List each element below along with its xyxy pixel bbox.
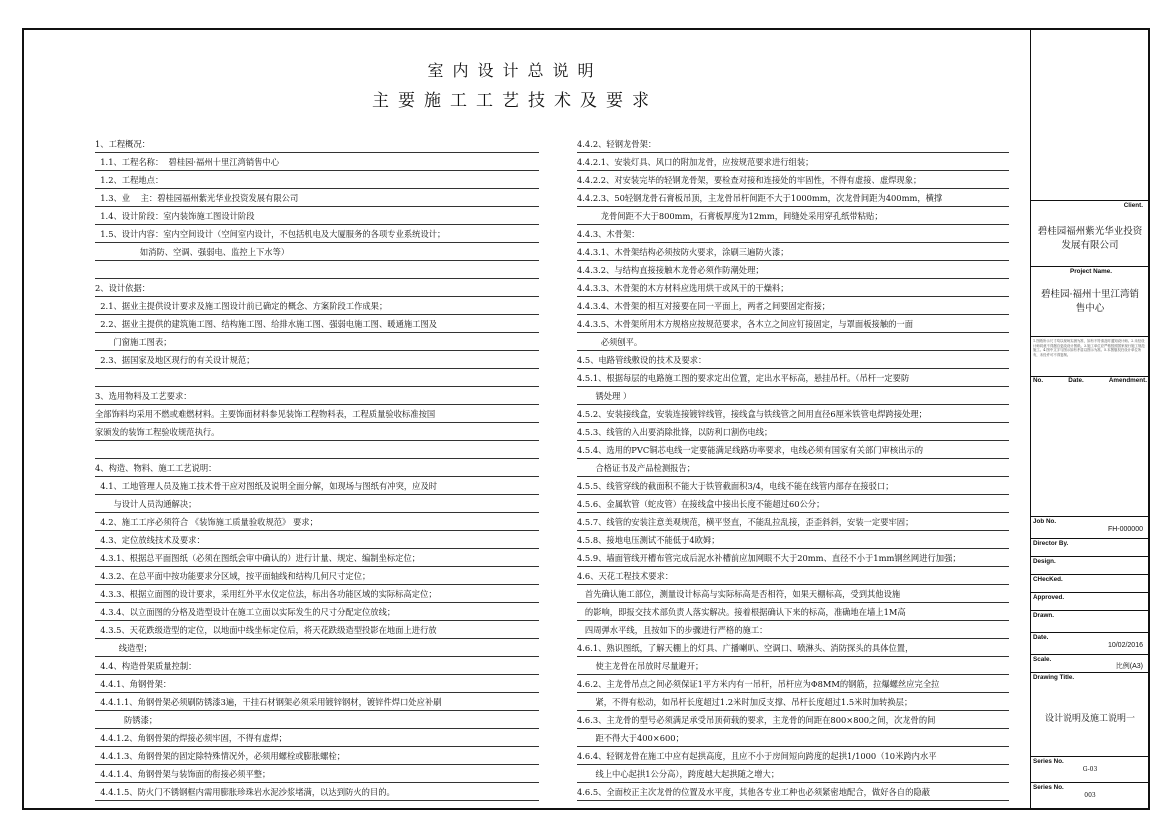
spec-line: 4.4.3.3、木骨架的木方材料应选用烘干或风干的干燥料；	[577, 279, 1009, 297]
spec-line: 2.2、据业主提供的建筑施工图、结构施工图、给排水施工图、强弱电施工图、暖通施工图及	[95, 315, 539, 333]
spec-line: 4.3.1、根据总平面图纸（必须在图纸会审中确认的）进行计量、规定、编制坐标定位；	[95, 549, 539, 567]
blank-box	[1031, 30, 1149, 200]
spec-line: 距不得大于400×600；	[577, 729, 1009, 747]
spec-line: 4.4.1.1、角钢骨架必须刷防锈漆3遍，干挂石材钢架必须采用镀锌钢材，镀锌件焊口处应补刷	[95, 693, 539, 711]
spec-line: 4.4.1.2、角钢骨架的焊接必须牢固，不得有虚焊；	[95, 729, 539, 747]
spec-line: 4.5、电路管线敷设的技术及要求：	[577, 351, 1009, 369]
spec-line: 1.5、设计内容：室内空间设计（空间室内设计，不包括机电及大厦服务的各项专业系统设计；	[95, 225, 539, 243]
series-value-1: G-03	[1082, 766, 1098, 773]
spec-line: 4.5.1、根据每层的电路施工图的要求定出位置，定出水平标高，悬挂吊杆。（吊杆一定要防	[577, 369, 1009, 387]
spec-line: 4.4.3.4、木骨架的相互对接要在同一平面上，两者之间要固定衔接；	[577, 297, 1009, 315]
scale-value: 比例(A3)	[1115, 663, 1143, 670]
spec-line: 全部饰料均采用不燃或难燃材料。主要饰面材料参见装饰工程物料表，工程质量验收标准按国	[95, 405, 539, 423]
spec-line: 4.6.1、熟识图纸，了解天棚上的灯具、广播喇叭、空调口、喷淋头、消防探头的具体位置，	[577, 639, 1009, 657]
date-box	[1031, 632, 1149, 654]
series-label-2: Series No.	[1033, 784, 1064, 791]
project-box	[1031, 266, 1149, 336]
approved-box	[1031, 592, 1149, 610]
scale-box	[1031, 654, 1149, 672]
date-label: Date.	[1033, 634, 1049, 641]
project-name: 碧桂园·福州十里江湾销售中心	[1040, 289, 1140, 314]
spec-line: 4、构造、物料、施工工艺说明：	[95, 459, 539, 477]
spec-line: 4.4.1、角钢骨架：	[95, 675, 539, 693]
drawn-label: Drawn.	[1033, 612, 1054, 619]
spec-line: 4.6、天花工程技术要求：	[577, 567, 1009, 585]
page-title: 室内设计总说明	[427, 61, 603, 80]
spec-line: 4.3.4、以立面图的分格及造型设计在施工立面以实际发生的尺寸分配定位放线；	[95, 603, 539, 621]
spec-line: 2、设计依据：	[95, 279, 539, 297]
spec-line: 4.2、施工工序必须符合 《装饰施工质量验收规范》 要求；	[95, 513, 539, 531]
notes-box	[1031, 336, 1149, 376]
amend-no-label: No.	[1033, 377, 1044, 384]
spec-line: 4.6.4、轻钢龙骨在施工中应有起拱高度，且应不小于房间短向跨度的起拱1/1000（10米跨内水平	[577, 747, 1009, 765]
series-value-2: 003	[1084, 792, 1096, 799]
design-box	[1031, 556, 1149, 574]
amend-date-label: Date.	[1068, 377, 1084, 384]
notes-text: 1.图纸所示尺寸均以现场实测为准，如有不符请及时通知设计师。2.未经设计师同意不得擅自更改设计图纸。3.施工单位应严格按照国家现行施工规范施工。4.图中文字与图示如有矛盾以图示为准。5.本图版权归设计单位所有，未经许可不得复制。	[1033, 339, 1145, 357]
spec-line: 4.6.5、全面校正主次龙骨的位置及水平度，其他各专业工种也必须紧密地配合，做好各自的隐蔽	[577, 783, 1009, 801]
project-label: Project Name.	[1070, 268, 1112, 275]
job-number: FH-000000	[1107, 526, 1143, 533]
approved-label: Approved.	[1033, 594, 1065, 601]
spec-line: 4.6.2、主龙骨吊点之间必须保证1平方米内有一吊杆，吊杆应为Φ8MM的钢筋，拉爆螺丝应完全拉	[577, 675, 1009, 693]
spec-line: 4.4.1.5、防火门不锈钢框内需用膨胀珍珠岩水泥沙浆堵满，以达到防火的目的。	[95, 783, 539, 801]
spec-line: 1.4、设计阶段：室内装饰施工图设计阶段	[95, 207, 539, 225]
spec-line: 3、选用物料及工艺要求：	[95, 387, 539, 405]
spec-line: 2.1、据业主提供设计要求及施工图设计前已确定的概念、方案阶段工作成果；	[95, 297, 539, 315]
spec-line: 4.4.3.1、木骨架结构必须按防火要求，涂刷三遍防火漆；	[577, 243, 1009, 261]
spec-line: 4.3、定位放线技术及要求：	[95, 531, 539, 549]
series-label-1: Series No.	[1033, 758, 1064, 765]
spec-line: 与设计人员沟通解决；	[95, 495, 539, 513]
title-block	[1030, 30, 1149, 808]
scale-label: Scale.	[1033, 656, 1052, 663]
spec-line: 锈处理 ）	[577, 387, 1009, 405]
spec-line: 4.5.7、线管的安装注意美观规范，横平竖直，不能乱拉乱接，歪歪斜斜，安装一定要牢固；	[577, 513, 1009, 531]
job-box	[1031, 516, 1149, 538]
spec-line: 龙骨间距不大于800mm，石膏板厚度为12mm，间缝处采用穿孔纸带粘贴；	[577, 207, 1009, 225]
series-box-1	[1031, 756, 1149, 782]
director-box	[1031, 538, 1149, 556]
spec-line: 4.6.3、主龙骨的型号必须满足承受吊顶荷载的要求，主龙骨的间距在800×800之间，次龙骨的间	[577, 711, 1009, 729]
spec-line: 2.3、据国家及地区现行的有关设计规范；	[95, 351, 539, 369]
page-subtitle: 主要施工工艺技术及要求	[372, 91, 658, 111]
spec-line: 4.4.2.3、50轻钢龙骨石膏板吊顶，主龙骨吊杆间距不大于1000mm，次龙骨间距为400mm，横撑	[577, 189, 1009, 207]
spec-line: 4.3.3、根据立面图的设计要求，采用红外平水仪定位法，标出各功能区域的实际标高定位；	[95, 585, 539, 603]
amendment-box	[1031, 376, 1149, 506]
spec-line: 紧，不得有松动，如吊杆长度超过1.2米时加反支撑、吊杆长度超过1.5米时加转换层；	[577, 693, 1009, 711]
spec-line: 线造型；	[95, 639, 539, 657]
client-label: Client.	[1123, 202, 1143, 209]
spec-line: 4.4、构造骨架质量控制：	[95, 657, 539, 675]
spec-line: 4.4.3.5、木骨架所用木方规格应按规范要求，各木立之间应钉接固定，与罩面板接触的一面	[577, 315, 1009, 333]
spec-line	[95, 369, 539, 387]
spec-line: 防锈漆；	[95, 711, 539, 729]
job-label: Job No.	[1033, 518, 1057, 525]
spec-line: 4.5.3、线管的入出要消除批锋，以防利口割伤电线；	[577, 423, 1009, 441]
spec-line: 如消防、空调、强弱电、监控上下水等）	[95, 243, 539, 261]
spec-line	[95, 441, 539, 459]
spec-line	[95, 261, 539, 279]
spec-line: 四周弹水平线，且按如下的步骤进行严格的施工：	[577, 621, 1009, 639]
drawn-box	[1031, 610, 1149, 632]
spec-line: 1.1、工程名称： 碧桂园·福州十里江湾销售中心	[95, 153, 539, 171]
spec-line: 4.4.3、木骨架：	[577, 225, 1009, 243]
spec-line: 家颁发的装饰工程验收规范执行。	[95, 423, 539, 441]
spec-line: 4.1、工地管理人员及施工技术骨干应对图纸及说明全面分解，如现场与图纸有冲突，应及时	[95, 477, 539, 495]
spec-line: 4.4.1.4、角钢骨架与装饰面的衔接必须平整；	[95, 765, 539, 783]
spec-line: 4.5.6、金属软管（蛇皮管）在接线盒中接出长度不能超过60公分；	[577, 495, 1009, 513]
spec-line: 门窗施工图表；	[95, 333, 539, 351]
left-spec-column	[95, 135, 539, 801]
amendment-header	[1031, 377, 1149, 384]
client-name: 碧桂园福州紫光华业投资发展有限公司	[1037, 226, 1143, 251]
spec-line: 4.5.4、选用的PVC铜芯电线一定要能满足线路功率要求，电线必须有国家有关部门审核出示的	[577, 441, 1009, 459]
spec-line: 4.4.2.1、安装灯具、风口的附加龙骨，应按规范要求进行组装；	[577, 153, 1009, 171]
spec-line: 4.5.5、线管穿线的截面积不能大于铁管截面积3/4，电线不能在线管内部存在接驳口；	[577, 477, 1009, 495]
spec-line: 1、工程概况：	[95, 135, 539, 153]
director-label: Director By.	[1033, 540, 1069, 547]
spec-line: 合格证书及产品检测报告；	[577, 459, 1009, 477]
drawing-title: 设计说明及施工说明一	[1044, 714, 1135, 724]
spec-line: 4.4.1.3、角钢骨架的固定除特殊情况外，必须用螺栓或膨胀螺栓；	[95, 747, 539, 765]
spec-line: 线上中心起拱1公分高），跨度越大起拱随之增大；	[577, 765, 1009, 783]
spec-line: 4.4.2.2、对安装完毕的轻钢龙骨架，要检查对接和连接处的牢固性，不得有虚接、虚焊现象；	[577, 171, 1009, 189]
spec-line: 4.5.8、接地电压测试不能低于4欧姆；	[577, 531, 1009, 549]
spec-line: 4.4.3.2、与结构直接接触木龙骨必须作防潮处理；	[577, 261, 1009, 279]
spec-line: 4.3.5、天花跌级造型的定位，以地面中线坐标定位后，将天花跌级造型投影在地面上进行放	[95, 621, 539, 639]
right-spec-column	[577, 135, 1009, 801]
drawing-title-box	[1031, 672, 1149, 756]
series-box-2	[1031, 782, 1149, 808]
spec-line: 4.5.9、墙面管线开槽布管完成后泥水补槽前应加网眼不大于20mm、直径不小于1mm钢丝网进行加强；	[577, 549, 1009, 567]
spec-line: 的影响，即报交技术部负责人落实解决。接着根据确认下来的标高，准确地在墙上1M高	[577, 603, 1009, 621]
design-label: Design.	[1033, 558, 1056, 565]
spec-line: 4.4.2、轻钢龙骨架：	[577, 135, 1009, 153]
spec-line: 1.2、工程地点：	[95, 171, 539, 189]
drawing-title-label: Drawing Title.	[1033, 674, 1075, 681]
checked-label: CHecKed.	[1033, 576, 1063, 583]
spec-line: 1.3、业 主：碧桂园福州紫光华业投资发展有限公司	[95, 189, 539, 207]
spec-line: 4.3.2、在总平面中按功能要求分区域，按平面轴线和结构几何尺寸定位；	[95, 567, 539, 585]
checked-box	[1031, 574, 1149, 592]
spec-line: 首先确认施工部位，测量设计标高与实际标高是否相符，如果天棚标高，受到其他设施	[577, 585, 1009, 603]
spec-line: 4.5.2、安装接线盒，安装连接镀锌线管，接线盒与铁线管之间用直径6厘米铁管电焊跨接处理；	[577, 405, 1009, 423]
spec-line: 必须刨平。	[577, 333, 1009, 351]
amend-label: Amendment.	[1108, 377, 1147, 384]
date-value: 10/02/2016	[1107, 642, 1143, 649]
spec-line: 使主龙骨在吊放时尽量避开；	[577, 657, 1009, 675]
